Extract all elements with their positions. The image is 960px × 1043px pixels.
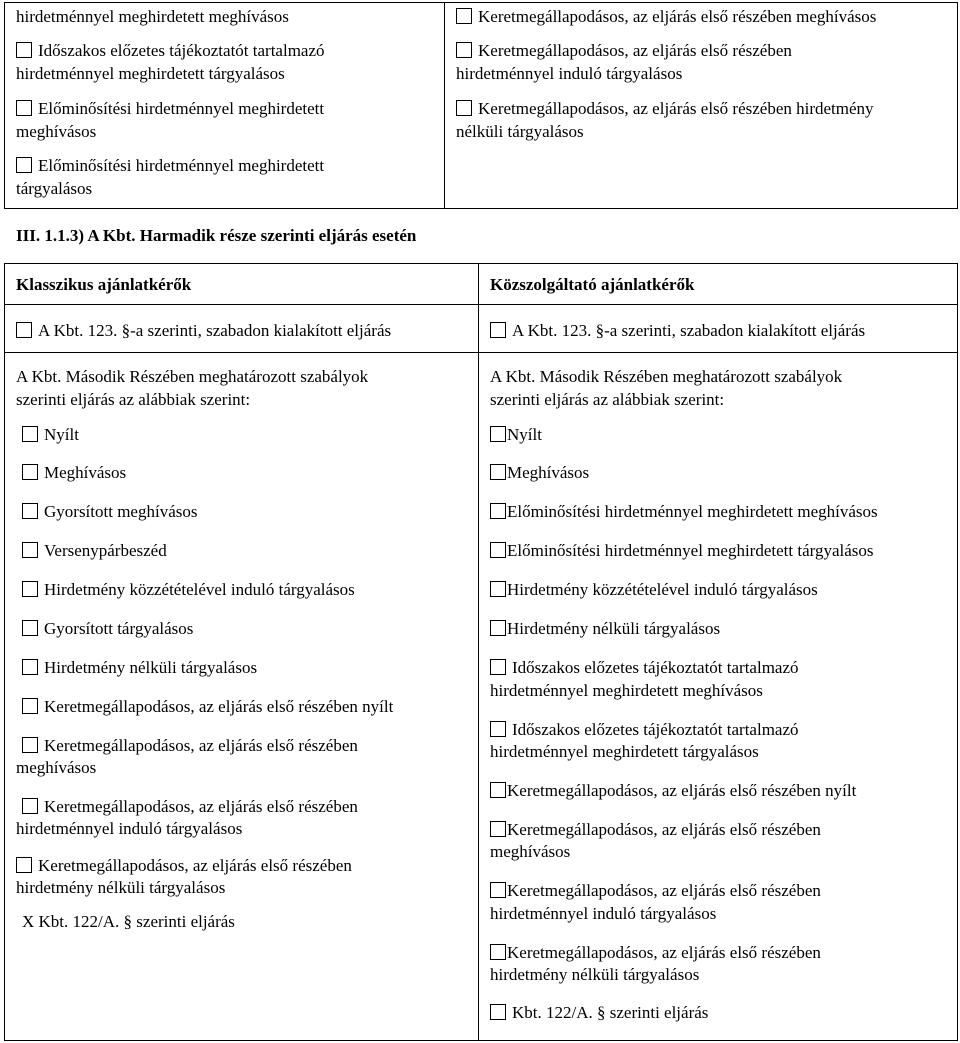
option-label: Időszakos előzetes tájékoztatót tartalmazó: [512, 658, 799, 677]
checkbox[interactable]: [22, 620, 38, 636]
option-label-cont: hirdetménnyel induló tárgyalásos: [456, 64, 683, 83]
option-label-cont: hirdetménnyel meghirdetett meghívásos: [490, 681, 763, 700]
checkbox[interactable]: [22, 503, 38, 519]
checkbox[interactable]: [456, 8, 472, 24]
top-left-line0: hirdetménnyel meghirdetett meghívásos: [16, 7, 289, 26]
column-header-classic: Klasszikus ajánlatkérők: [16, 275, 192, 294]
left-option[interactable]: [22, 462, 126, 483]
checkbox[interactable]: [490, 581, 506, 597]
option-label: Keretmegállapodásos, az eljárás első részében hirdetmény: [478, 99, 874, 118]
right-option[interactable]: [490, 880, 821, 901]
left-option[interactable]: [22, 618, 193, 639]
option-label: Meghívásos: [507, 463, 590, 482]
right-option[interactable]: [490, 501, 878, 522]
top-right-option[interactable]: [456, 98, 874, 119]
right-free-procedure-option[interactable]: [490, 320, 865, 341]
right-option[interactable]: [490, 618, 720, 639]
checkbox[interactable]: [490, 882, 506, 898]
checkbox[interactable]: [22, 542, 38, 558]
right-intro-cont: szerinti eljárás az alábbiak szerint:: [490, 390, 725, 409]
checkbox[interactable]: [22, 737, 38, 753]
option-label: Keretmegállapodásos, az eljárás első részében: [44, 736, 358, 755]
checkbox[interactable]: [490, 464, 506, 480]
option-label: Előminősítési hirdetménnyel meghirdetett: [38, 99, 325, 118]
checkbox[interactable]: [456, 100, 472, 116]
option-label-cont: hirdetménnyel induló tárgyalásos: [490, 904, 717, 923]
section-heading: III. 1.1.3) A Kbt. Harmadik része szerinti eljárás esetén: [16, 226, 417, 245]
left-intro-cont: szerinti eljárás az alábbiak szerint:: [16, 390, 251, 409]
checkbox[interactable]: [490, 821, 506, 837]
main-table-rule: [4, 352, 958, 353]
option-label: Előminősítési hirdetménnyel meghirdetett tárgyalásos: [507, 541, 874, 560]
left-option[interactable]: [16, 855, 352, 876]
checkbox[interactable]: [16, 157, 32, 173]
option-label: Keretmegállapodásos, az eljárás első részében: [38, 856, 352, 875]
left-option[interactable]: [22, 424, 79, 445]
checkbox[interactable]: [490, 620, 506, 636]
checkbox[interactable]: [16, 100, 32, 116]
option-label: Keretmegállapodásos, az eljárás első részében nyílt: [507, 781, 857, 800]
top-left-option[interactable]: [16, 98, 324, 119]
checkbox[interactable]: [490, 426, 506, 442]
left-intro: A Kbt. Második Részében meghatározott szabályok: [16, 367, 369, 386]
checkbox[interactable]: [22, 464, 38, 480]
top-left-option[interactable]: [16, 40, 325, 61]
option-label: Kbt. 122/A. § szerinti eljárás: [512, 1003, 709, 1022]
right-intro: A Kbt. Második Részében meghatározott szabályok: [490, 367, 843, 386]
option-label: Meghívásos: [44, 463, 127, 482]
main-table-rule: [4, 304, 958, 305]
left-option[interactable]: [22, 579, 355, 600]
option-label-cont: meghívásos: [16, 758, 97, 777]
checkbox[interactable]: [16, 42, 32, 58]
checkbox[interactable]: [490, 1004, 506, 1020]
option-label: Gyorsított meghívásos: [44, 502, 198, 521]
column-header-utility: Közszolgáltató ajánlatkérők: [490, 275, 695, 294]
left-option[interactable]: [22, 657, 257, 678]
left-option[interactable]: [22, 540, 167, 561]
right-option[interactable]: [490, 579, 818, 600]
option-label: Keretmegállapodásos, az eljárás első részében: [507, 881, 821, 900]
checkbox[interactable]: [22, 581, 38, 597]
option-label: Hirdetmény nélküli tárgyalásos: [44, 658, 258, 677]
option-label: Hirdetmény közzétételével induló tárgyalásos: [507, 580, 818, 599]
option-label-cont: hirdetmény nélküli tárgyalásos: [490, 965, 700, 984]
option-label: Keretmegállapodásos, az eljárás első részében: [507, 943, 821, 962]
checkbox[interactable]: [456, 42, 472, 58]
left-option[interactable]: [22, 501, 197, 522]
option-label: Hirdetmény nélküli tárgyalásos: [507, 619, 721, 638]
checkbox[interactable]: [22, 426, 38, 442]
option-label: Gyorsított tárgyalásos: [44, 619, 194, 638]
option-label-cont: meghívásos: [490, 842, 571, 861]
left-option[interactable]: [22, 735, 358, 756]
option-label: Keretmegállapodásos, az eljárás első részében nyílt: [44, 697, 394, 716]
top-left-option[interactable]: [16, 155, 324, 176]
option-label: Nyílt: [507, 425, 542, 444]
right-option[interactable]: [490, 942, 821, 963]
option-label: Keretmegállapodásos, az eljárás első részében: [507, 820, 821, 839]
left-free-procedure-option[interactable]: [16, 320, 391, 341]
checkbox[interactable]: [16, 322, 32, 338]
checkbox[interactable]: [490, 944, 506, 960]
right-option[interactable]: [490, 780, 856, 801]
right-option[interactable]: [490, 657, 799, 678]
option-label: Időszakos előzetes tájékoztatót tartalmazó: [38, 41, 325, 60]
left-option[interactable]: [22, 796, 358, 817]
option-label: Előminősítési hirdetménnyel meghirdetett: [38, 156, 325, 175]
right-option[interactable]: [490, 462, 589, 483]
option-label-cont: nélküli tárgyalásos: [456, 122, 584, 141]
option-label: Keretmegállapodásos, az eljárás első részében meghívásos: [478, 7, 877, 26]
checkbox[interactable]: [490, 721, 506, 737]
checkbox[interactable]: [490, 782, 506, 798]
right-option[interactable]: [490, 424, 542, 445]
option-label: Keretmegállapodásos, az eljárás első részében: [478, 41, 792, 60]
right-option[interactable]: [490, 719, 799, 740]
checkbox[interactable]: [490, 542, 506, 558]
left-option[interactable]: [22, 696, 393, 717]
checkbox[interactable]: [16, 857, 32, 873]
right-option[interactable]: [490, 819, 821, 840]
checkbox[interactable]: [490, 322, 506, 338]
right-option[interactable]: [490, 540, 874, 561]
option-label-cont: meghívásos: [16, 122, 97, 141]
top-right-option[interactable]: [456, 40, 792, 61]
option-label: A Kbt. 123. §-a szerinti, szabadon kialakított eljárás: [512, 321, 866, 340]
left-kbt122-option[interactable]: X Kbt. 122/A. § szerinti eljárás: [22, 912, 235, 931]
option-label: Hirdetmény közzétételével induló tárgyalásos: [44, 580, 355, 599]
option-label-cont: hirdetmény nélküli tárgyalásos: [16, 878, 226, 897]
main-table-divider: [478, 263, 479, 1041]
option-label: A Kbt. 123. §-a szerinti, szabadon kialakított eljárás: [38, 321, 392, 340]
option-label-cont: hirdetménnyel induló tárgyalásos: [16, 819, 243, 838]
top-table-divider: [444, 2, 445, 209]
checkbox[interactable]: [22, 698, 38, 714]
option-label-cont: tárgyalásos: [16, 179, 93, 198]
option-label: Versenypárbeszéd: [44, 541, 167, 560]
option-label: Nyílt: [44, 425, 79, 444]
option-label: Keretmegállapodásos, az eljárás első részében: [44, 797, 358, 816]
option-label: Időszakos előzetes tájékoztatót tartalmazó: [512, 720, 799, 739]
right-kbt122-option[interactable]: [490, 1002, 708, 1023]
checkbox[interactable]: [490, 503, 506, 519]
option-label: Előminősítési hirdetménnyel meghirdetett meghívásos: [507, 502, 878, 521]
option-label-cont: hirdetménnyel meghirdetett tárgyalásos: [490, 742, 759, 761]
top-right-option[interactable]: [456, 6, 876, 27]
checkbox[interactable]: [22, 659, 38, 675]
checkbox[interactable]: [490, 659, 506, 675]
option-label-cont: hirdetménnyel meghirdetett tárgyalásos: [16, 64, 285, 83]
checkbox[interactable]: [22, 798, 38, 814]
